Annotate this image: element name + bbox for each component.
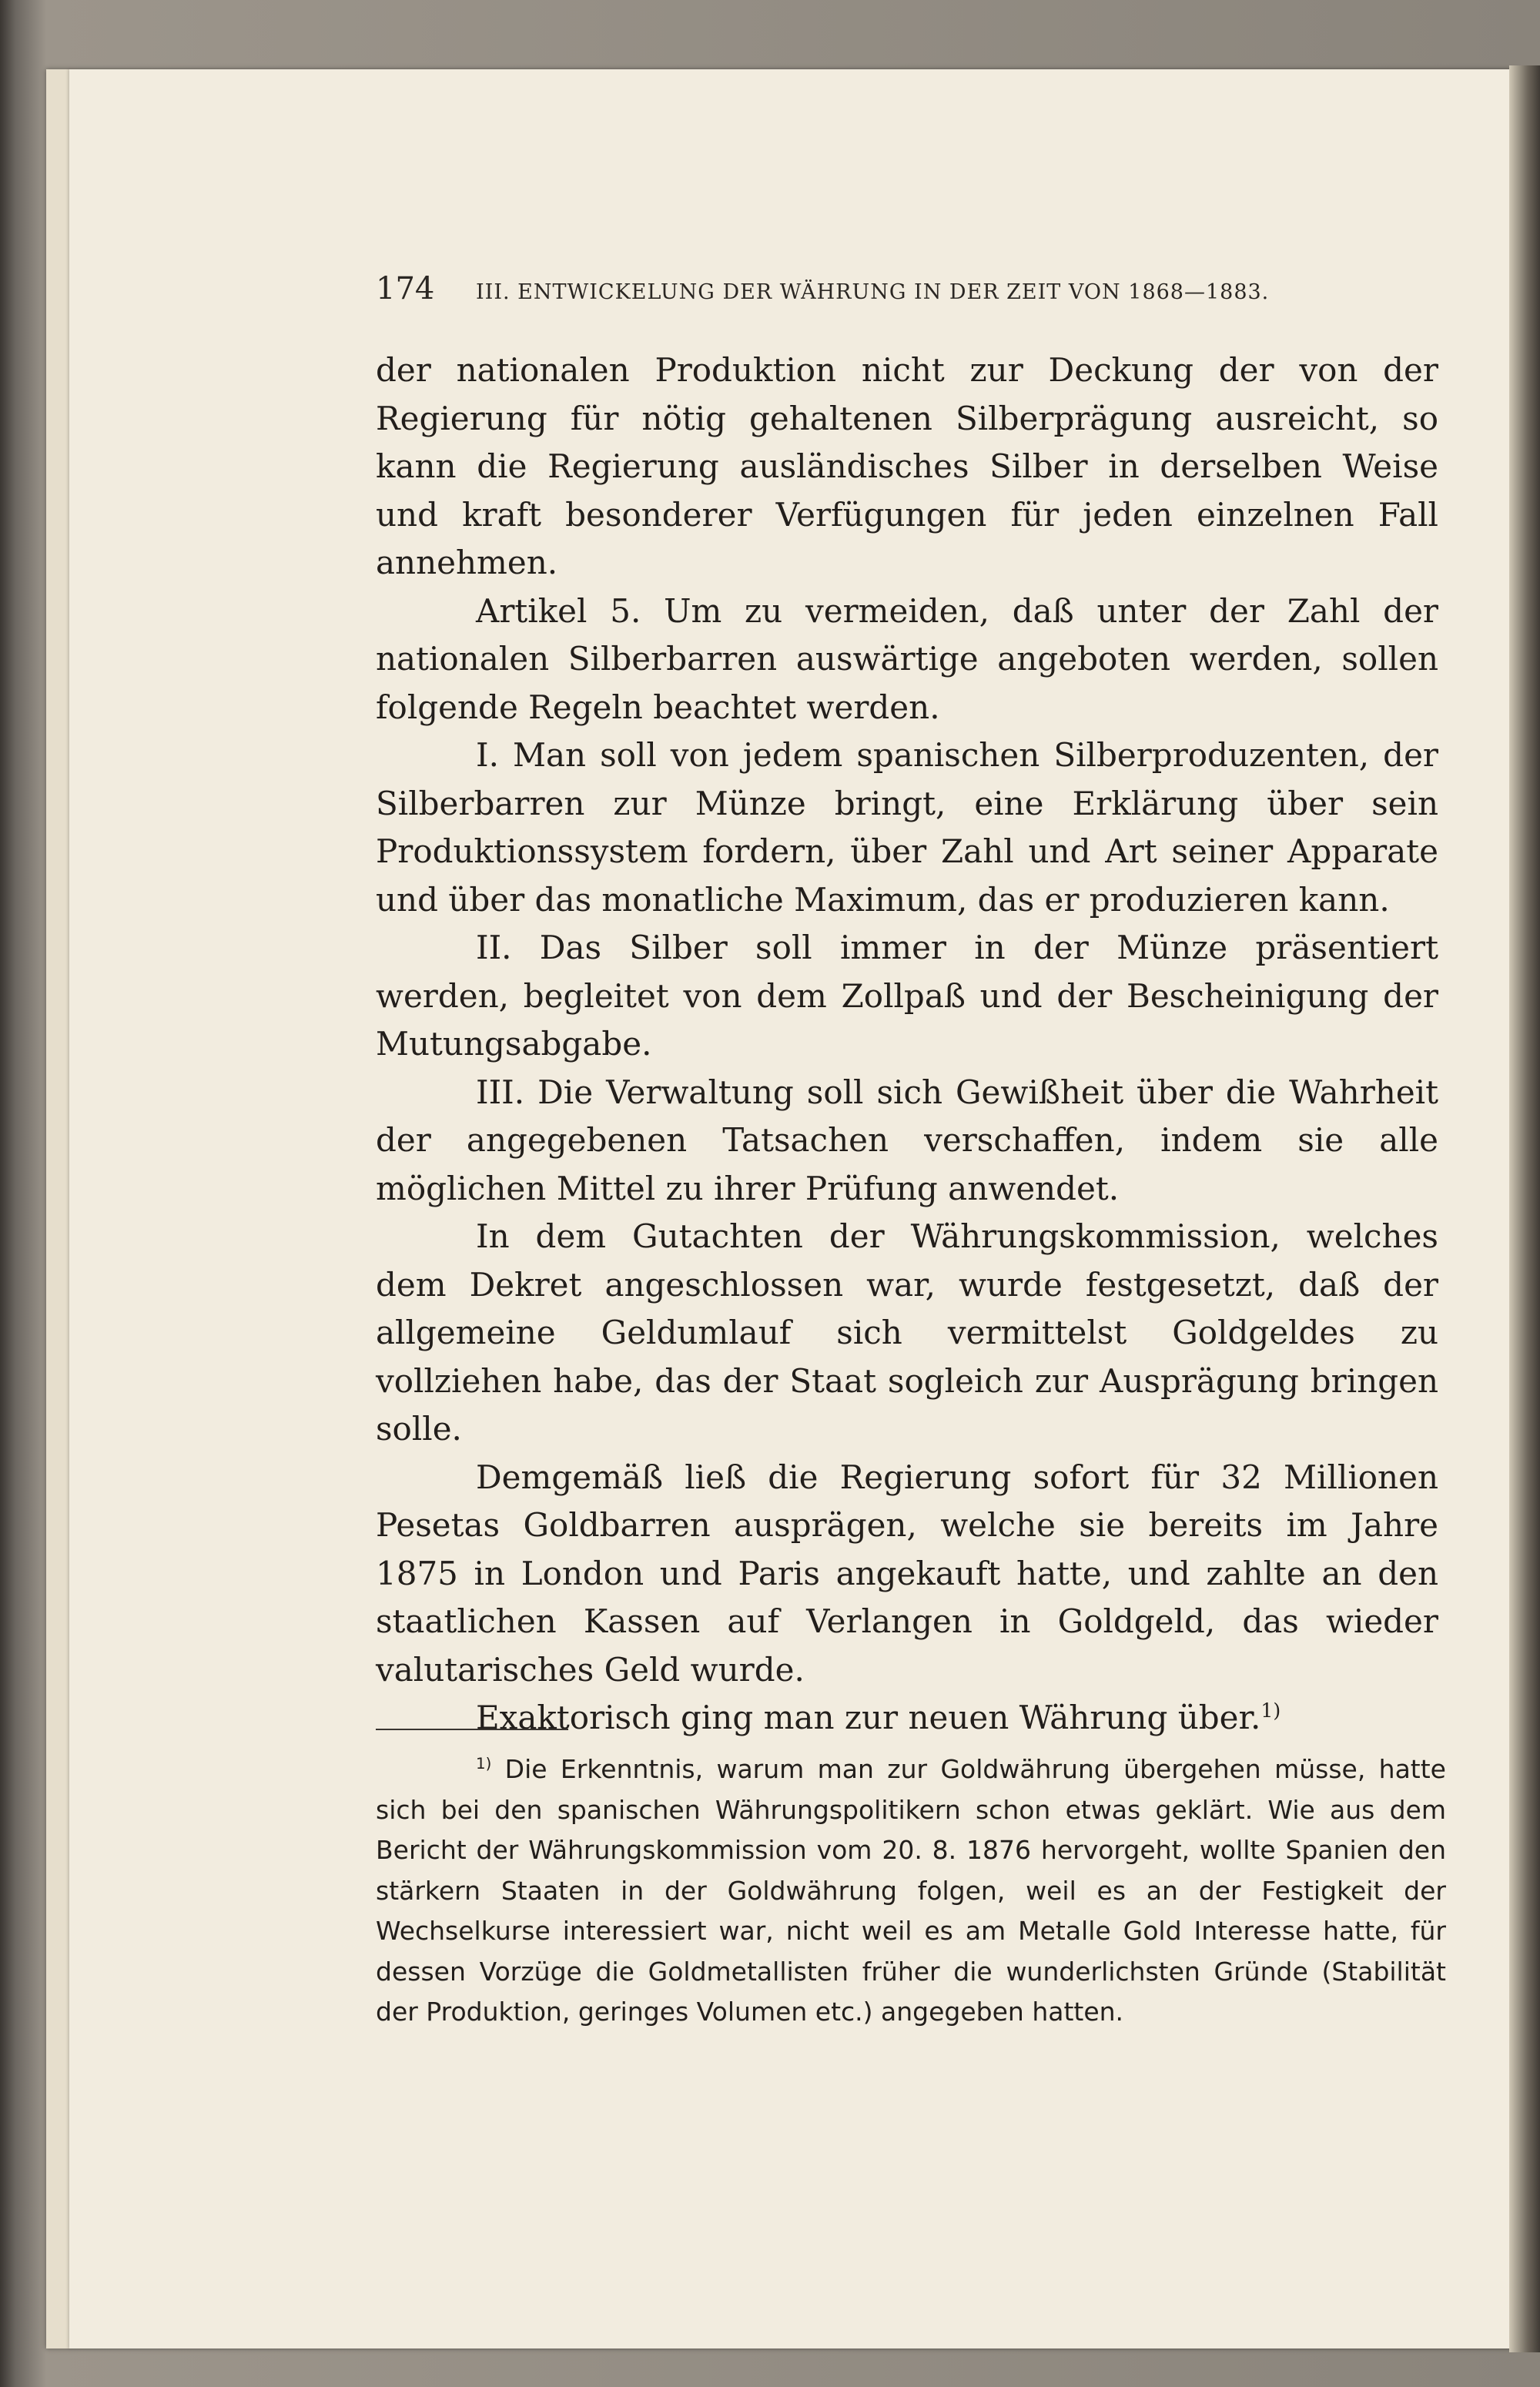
footnote-marker: 1)	[476, 1755, 492, 1773]
paragraph: II. Das Silber soll immer in der Münze präsentiert werden, begleitet von dem Zollpaß und der Bescheinigung der Mutungsabgabe.	[376, 929, 1438, 1063]
paragraph: III. Die Verwaltung soll sich Gewißheit über die Wahrheit der angegebenen Tatsachen verschaffen, indem sie alle möglichen Mittel zu ihrer Prüfung anwendet.	[376, 1073, 1438, 1207]
book-edge	[1509, 65, 1540, 2352]
page-number: 174	[376, 271, 435, 306]
paragraph: Artikel 5. Um zu vermeiden, daß unter der Zahl der nationalen Silberbarren auswärtige angeboten werden, sollen folgende Regeln beachtet werden.	[376, 591, 1438, 726]
footnote-paragraph	[376, 1749, 1446, 2033]
body-text	[376, 346, 1438, 1743]
footnote	[376, 1749, 1446, 2033]
footnote-reference: 1)	[1260, 1699, 1281, 1722]
page-header	[376, 271, 1446, 317]
paragraph: Demgemäß ließ die Regierung sofort für 32 Millionen Pesetas Goldbarren ausprägen, welche sie bereits im Jahre 1875 in London und Paris angekauft hatte, und zahlte an den staatlichen Kassen auf Verlangen in Goldgeld, das wieder valutarisches Geld wurde.	[376, 1458, 1438, 1689]
paragraph: I. Man soll von jedem spanischen Silberproduzenten, der Silberbarren zur Münze bringt, eine Erklärung über sein Produktionssystem fordern, über Zahl und Art seiner Apparate und über das monatliche Maximum, das er produzieren kann.	[376, 736, 1438, 919]
footnote-text: Die Erkenntnis, warum man zur Goldwährung übergehen müsse, hatte sich bei den spanischen Währungspolitikern schon etwas geklärt. Wie aus dem Bericht der Währungskommission vom 20. 8. 1876 hervorgeht, wollte Spanien den stärkern Staaten in der Goldwährung folgen, weil es an der Festigkeit der Wechselkurse interessiert war, nicht weil es am Metalle Gold Interesse hatte, für dessen Vorzüge die Goldmetallisten früher die wunderlichsten Gründe (Stabilität der Produktion, geringes Volumen etc.) angegeben hatten.	[376, 1754, 1446, 2027]
paragraph: In dem Gutachten der Währungskommission, welches dem Dekret angeschlossen war, wurde festgesetzt, daß der allgemeine Geldumlauf sich vermittelst Goldgeldes zu vollziehen habe, das der Staat sogleich zur Ausprägung bringen solle.	[376, 1217, 1438, 1448]
paragraph-text: Exaktorisch ging man zur neuen Währung über.	[476, 1699, 1261, 1736]
paragraph-final	[376, 1694, 1438, 1743]
paragraph: der nationalen Produktion nicht zur Deckung der von der Regierung für nötig gehaltenen Silberprägung ausreicht, so kann die Regierung ausländisches Silber in derselben Weise und kraft besonderer Verfügungen für jeden einzelnen Fall annehmen.	[376, 351, 1438, 581]
running-head: III. ENTWICKELUNG DER WÄHRUNG IN DER ZEIT VON 1868—1883.	[476, 280, 1270, 304]
footnote-divider	[376, 1729, 568, 1730]
